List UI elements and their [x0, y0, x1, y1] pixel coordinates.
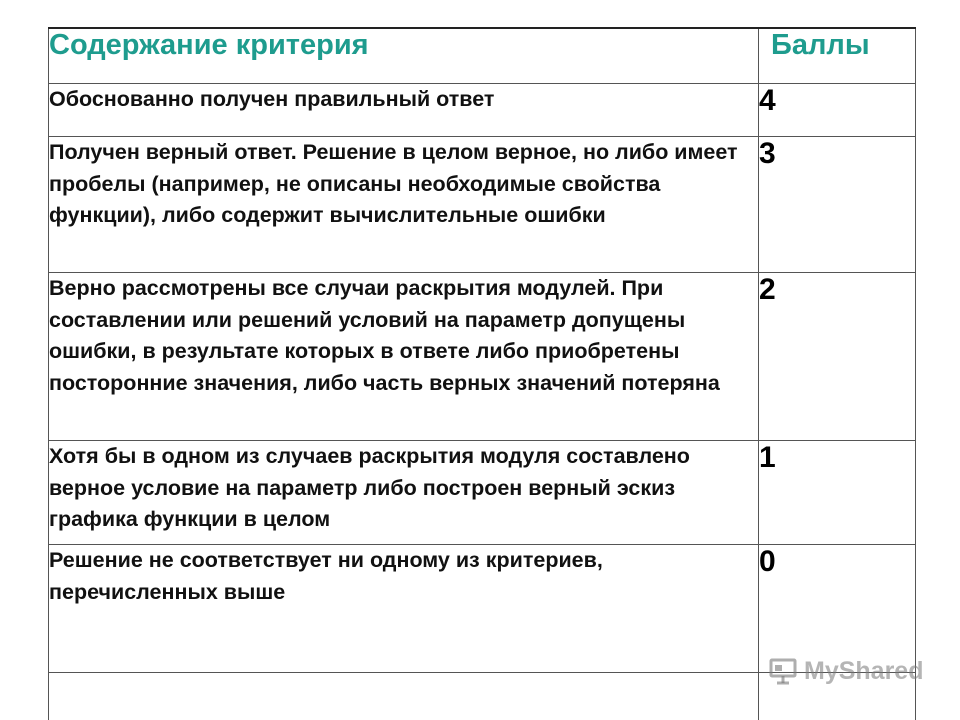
empty-cell: [759, 673, 916, 720]
criteria-table: [48, 27, 916, 720]
table-row: [49, 137, 916, 273]
criterion-score: 1: [759, 441, 916, 545]
empty-cell: [49, 673, 759, 720]
table-row: [49, 441, 916, 545]
criterion-score: 4: [759, 84, 916, 137]
criterion-description: Получен верный ответ. Решение в целом верное, но либо имеет пробелы (например, не описаны необходимые свойства функции), либо содержит вычислительные ошибки: [49, 137, 759, 273]
criterion-description: Обоснованно получен правильный ответ: [49, 84, 759, 137]
empty-row: [49, 673, 916, 720]
watermark-text: MyShared: [804, 656, 924, 685]
table-row: [49, 273, 916, 441]
criterion-score: 2: [759, 273, 916, 441]
criterion-score: 0: [759, 545, 916, 673]
score-column-header: Баллы: [759, 28, 916, 84]
header-row: [49, 28, 916, 84]
table-row: [49, 84, 916, 137]
criterion-description: Хотя бы в одном из случаев раскрытия модуля составлено верное условие на параметр либо построен верный эскиз графика функции в целом: [49, 441, 759, 545]
criterion-description: Решение не соответствует ни одному из критериев, перечисленных выше: [49, 545, 759, 673]
table-row: [49, 545, 916, 673]
criterion-description: Верно рассмотрены все случаи раскрытия модулей. При составлении или решений условий на параметр допущены ошибки, в результате которых в ответе либо приобретены посторонние значения, либо часть верных значений потеряна: [49, 273, 759, 441]
criterion-column-header: Содержание критерия: [49, 28, 759, 84]
criterion-score: 3: [759, 137, 916, 273]
